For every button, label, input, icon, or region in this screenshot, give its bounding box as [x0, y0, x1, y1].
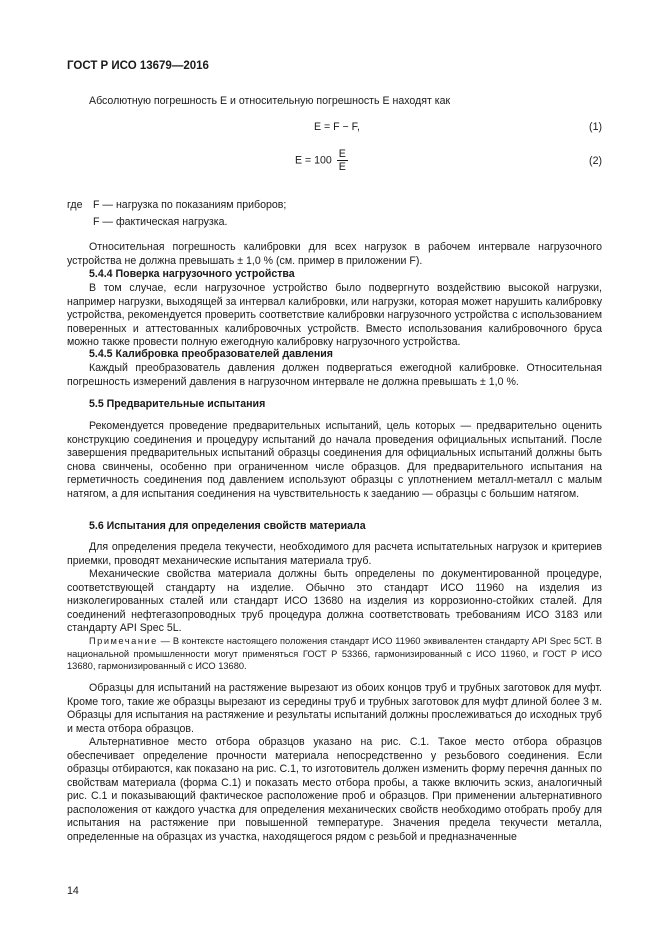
- note-label: Примечание: [89, 636, 158, 646]
- equation-1: E = F − F,: [314, 121, 360, 133]
- where-label: где: [67, 199, 83, 211]
- equation-2-number: (2): [589, 155, 602, 167]
- equation-2-lhs: E = 100: [295, 154, 332, 167]
- paragraph-alternative-location: Альтернативное место отбора образцов указано на рис. С.1. Такое место отбора образцов обеспечивает определение прочности материала непосредственно у резьбового соединения. Если образцы отбираются, как показано на рис. С.1, то изготовитель должен изменить форму перечня данных по свойствам материала (форма С.1) и показать место отбора пробы, а также включить эскиз, аналогичный рис. С.1 и показывающий фактическое расположение проб и образцов. При применении альтернативного расположения от каждого участка для определения механических свойств необходимо отобрать пробу для испытания на растяжение при повышенной температуре. Значения предела текучести металла, определенные на образцах из участка, находящегося рядом с резьбой и предназначенные: [67, 736, 602, 843]
- paragraph-5-4-4: В том случае, если нагрузочное устройство было подвергнуто воздействию высокой нагрузки, например нагрузки, выходящей за интервал калибровки, или нагрузки, которая может нарушить калибровку устройства, рекомендуется проверить соответствие калибровки нагрузочного устройства с использованием поверенных и аттестованных калибровочных устройств. Вместо использования калибровочного бруса можно также провести полную ежегодную калибровку нагрузочного устройства.: [67, 282, 602, 348]
- heading-5-5: 5.5 Предварительные испытания: [89, 398, 266, 410]
- paragraph-5-6-a: Для определения предела текучести, необходимого для расчета испытательных нагрузок и критериев приемки, проводят механические испытания материала труб.: [67, 541, 602, 567]
- equation-2-numerator: E: [338, 148, 346, 160]
- paragraph-samples: Образцы для испытаний на растяжение вырезают из обоих концов труб и трубных заготовок для муфт. Кроме того, такие же образцы вырезают из середины труб и трубных заготовок для муфт длиной более 3 м. Образцы для испытания на растяжение и результаты испытаний должны прослеживаться до исходных труб и места отбора образцов.: [67, 682, 603, 735]
- paragraph-5-6-b: Механические свойства материала должны быть определены по документированной процедуре, соответствующей стандарту на изделие. Обычно это стандарт ИСО 11960 на изделия из низколегированных сталей или стандарт ИСО 13680 на изделия из коррозионно-стойких сталей. Для соединений нефтегазопроводных труб процедура должна соответствовать требованиям ИСО 3183 или стандарту API Spec 5L.: [67, 568, 602, 634]
- heading-5-4-5: 5.4.5 Калибровка преобразователей давления: [89, 348, 333, 360]
- heading-5-6: 5.6 Испытания для определения свойств материала: [89, 520, 366, 532]
- note: [67, 635, 602, 673]
- page-number: 14: [67, 885, 79, 897]
- paragraph-5-4-5: Каждый преобразователь давления должен подвергаться ежегодной калибровке. Относительная погрешность измерений давления в нагрузочном интервале не должна превышать ± 1,0 %.: [67, 362, 602, 388]
- paragraph-5-5: Рекомендуется проведение предварительных испытаний, цель которых — предварительно оценить конструкцию соединения и процедуру испытаний до начала проведения официальных испытаний. После завершения предварительных испытаний образцы соединения для официальных испытаний должны быть снова свинчены, особенно при ограниченном числе образцов. Для предварительного испытания на герметичность соединения под давлением используют образцы с уплотнением металл-металл с малым натягом, а для испытания соединения на чувствительность к заеданию — образцы с большим натягом.: [67, 420, 602, 500]
- heading-5-4-4: 5.4.4 Поверка нагрузочного устройства: [89, 268, 295, 280]
- intro-paragraph: Абсолютную погрешность E и относительную погрешность E находят как: [89, 95, 451, 107]
- where-item-2: F — фактическая нагрузка.: [93, 216, 228, 228]
- equation-1-number: (1): [589, 121, 602, 133]
- where-item-1: F — нагрузка по показаниям приборов;: [93, 199, 287, 211]
- equation-2-fraction: [337, 148, 348, 173]
- relative-error-paragraph: Относительная погрешность калибровки для всех нагрузок в рабочем интервале нагрузочного устройства не должна превышать ± 1,0 % (см. пример в приложении F).: [67, 241, 602, 267]
- note-text: — В контексте настоящего положения стандарт ИСО 11960 эквивалентен стандарту API Spec 5CT. В национальной промышленности могут применяться ГОСТ Р 53366, гармонизированный с ИСО 11960, и ГОСТ Р ИСО 13680, гармонизированный с ИСО 13680.: [67, 636, 602, 671]
- document-header: ГОСТ Р ИСО 13679—2016: [67, 60, 209, 72]
- equation-2: [295, 148, 348, 173]
- equation-2-denominator: E: [338, 161, 346, 173]
